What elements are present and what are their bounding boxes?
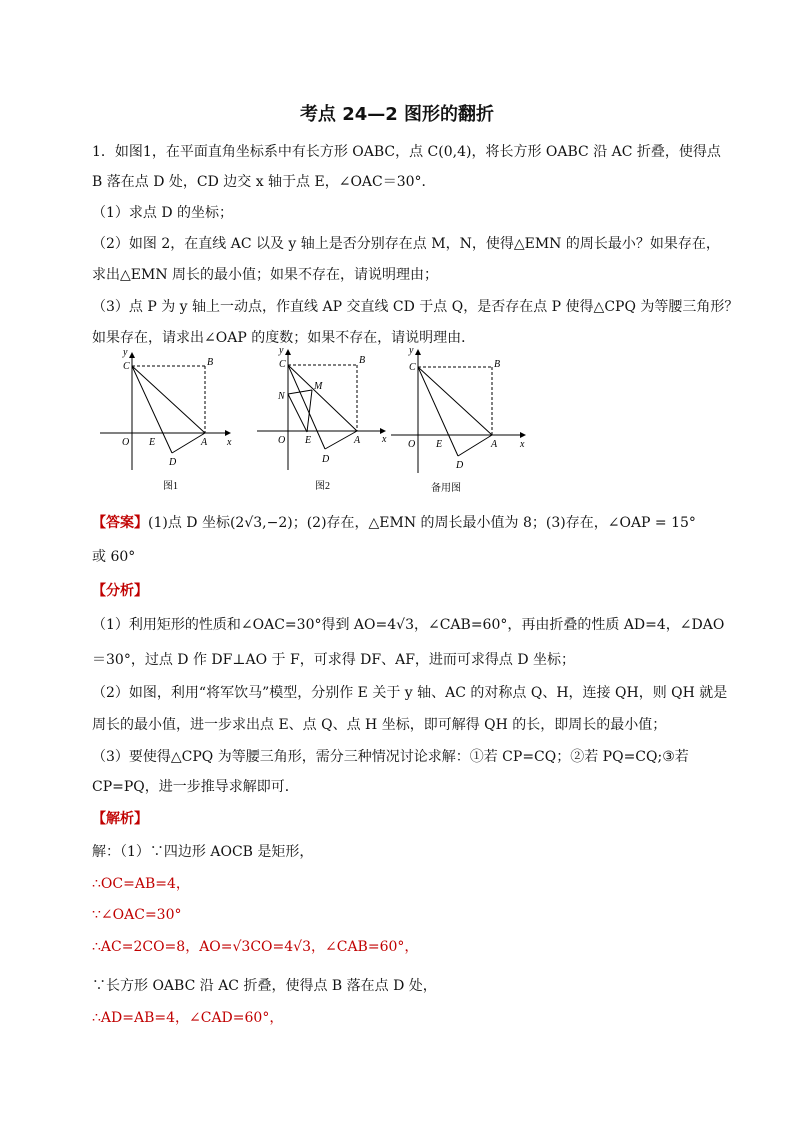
answer-line-2: 或 60° — [92, 549, 136, 565]
fig2-n-label: N — [278, 391, 285, 402]
fig2-c-label: C — [279, 359, 286, 370]
fig3-x-label: x — [520, 439, 525, 450]
question-line-7: 如果存在，请求出∠OAP 的度数；如果不存在，请说明理由． — [92, 330, 476, 346]
fig2-y-label: y — [279, 345, 284, 356]
question-line-6: （3）点 P 为 y 轴上一动点，作直线 AP 交直线 CD 于点 Q，是否存在点 P 使得△CPQ 为等腰三角形？ — [92, 299, 739, 315]
analysis-line-1: （1）利用矩形的性质和∠OAC=30°得到 AO=4√3，∠CAB=60°，再由折叠的性质 AD=4，∠DAO — [92, 617, 725, 633]
fig3-e-label: E — [436, 439, 443, 450]
solution-line-6: ∴AD=AB=4，∠CAD=60°， — [92, 1010, 284, 1026]
fig3-a-label: A — [491, 439, 498, 450]
solution-line-5: ∵长方形 OABC 沿 AC 折叠，使得点 B 落在点 D 处， — [92, 978, 437, 994]
figure-1 — [100, 353, 230, 470]
fig1-a-label: A — [201, 437, 208, 448]
fig2-d-label: D — [322, 454, 330, 465]
question-line-2: B 落在点 D 处，CD 边交 x 轴于点 E，∠OAC＝30°． — [92, 174, 436, 190]
analysis-line-2: ＝30°，过点 D 作 DF⊥AO 于 F，可求得 DF、AF，进而可求得点 D 坐标； — [92, 652, 576, 668]
geometry-figures — [95, 345, 535, 500]
fig3-y-label: y — [409, 345, 414, 356]
analysis-line-4: 周长的最小值，进一步求出点 E、点 Q、点 H 坐标，即可解得 QH 的长，即周长的最小值； — [92, 717, 667, 733]
analysis-tag: 【分析】 — [92, 583, 148, 599]
solution-line-4: ∴AC=2CO=8，AO=√3CO=4√3，∠CAB=60°， — [92, 939, 419, 955]
fig2-e-label: E — [305, 435, 312, 446]
fig1-e-label: E — [149, 437, 156, 448]
analysis-line-3: （2）如图，利用“将军饮马”模型，分别作 E 关于 y 轴、AC 的对称点 Q、H，连接 QH，则 QH 就是 — [92, 685, 728, 701]
fig2-b-label: B — [359, 355, 366, 366]
fig3-caption: 备用图 — [431, 483, 461, 494]
fig3-o-label: O — [408, 439, 416, 450]
analysis-line-5: （3）要使得△CPQ 为等腰三角形，需分三种情况讨论求解：①若 CP=CQ；②若 PQ=CQ;③若 — [92, 749, 689, 765]
fig1-c-label: C — [123, 361, 130, 372]
fig1-b-label: B — [207, 357, 214, 368]
question-line-5: 求出△EMN 周长的最小值；如果不存在，请说明理由； — [92, 267, 439, 283]
figure-2 — [257, 350, 385, 470]
fig2-m-label: M — [314, 381, 323, 392]
fig1-y-label: y — [123, 347, 128, 358]
solution-tag: 【解析】 — [92, 811, 148, 827]
answer-text-1: (1)点 D 坐标(2√3,−2)；(2)存在，△EMN 的周长最小值为 8；(3)存在，∠OAP = 15° — [148, 515, 696, 531]
question-line-4: （2）如图 2，在直线 AC 以及 y 轴上是否分别存在点 M，N，使得△EMN 的周长最小？如果存在， — [92, 236, 720, 252]
fig2-caption: 图2 — [315, 481, 330, 492]
fig1-x-label: x — [227, 437, 232, 448]
fig3-b-label: B — [494, 359, 501, 370]
answer-tag: 【答案】 — [92, 515, 148, 531]
question-line-1: 1．如图1，在平面直角坐标系中有长方形 OABC，点 C(0,4)，将长方形 OABC 沿 AC 折叠，使得点 — [92, 144, 721, 160]
fig3-d-label: D — [456, 460, 464, 471]
fig1-o-label: O — [122, 437, 130, 448]
answer-line-1 — [92, 513, 712, 533]
fig1-caption: 图1 — [163, 481, 178, 492]
fig2-o-label: O — [278, 435, 286, 446]
analysis-line-6: CP=PQ，进一步推导求解即可． — [92, 779, 299, 795]
fig3-c-label: C — [409, 362, 416, 373]
solution-line-3: ∵∠OAC=30° — [92, 907, 182, 923]
solution-line-1: 解：（1）∵四边形 AOCB 是矩形， — [92, 844, 314, 860]
question-line-3: （1）求点 D 的坐标； — [92, 205, 234, 221]
fig2-x-label: x — [382, 434, 387, 445]
fig1-d-label: D — [169, 457, 177, 468]
fig2-a-label: A — [354, 435, 361, 446]
page-title: 考点 24—2 图形的翻折 — [299, 104, 495, 125]
solution-line-2: ∴OC=AB=4， — [92, 876, 190, 892]
